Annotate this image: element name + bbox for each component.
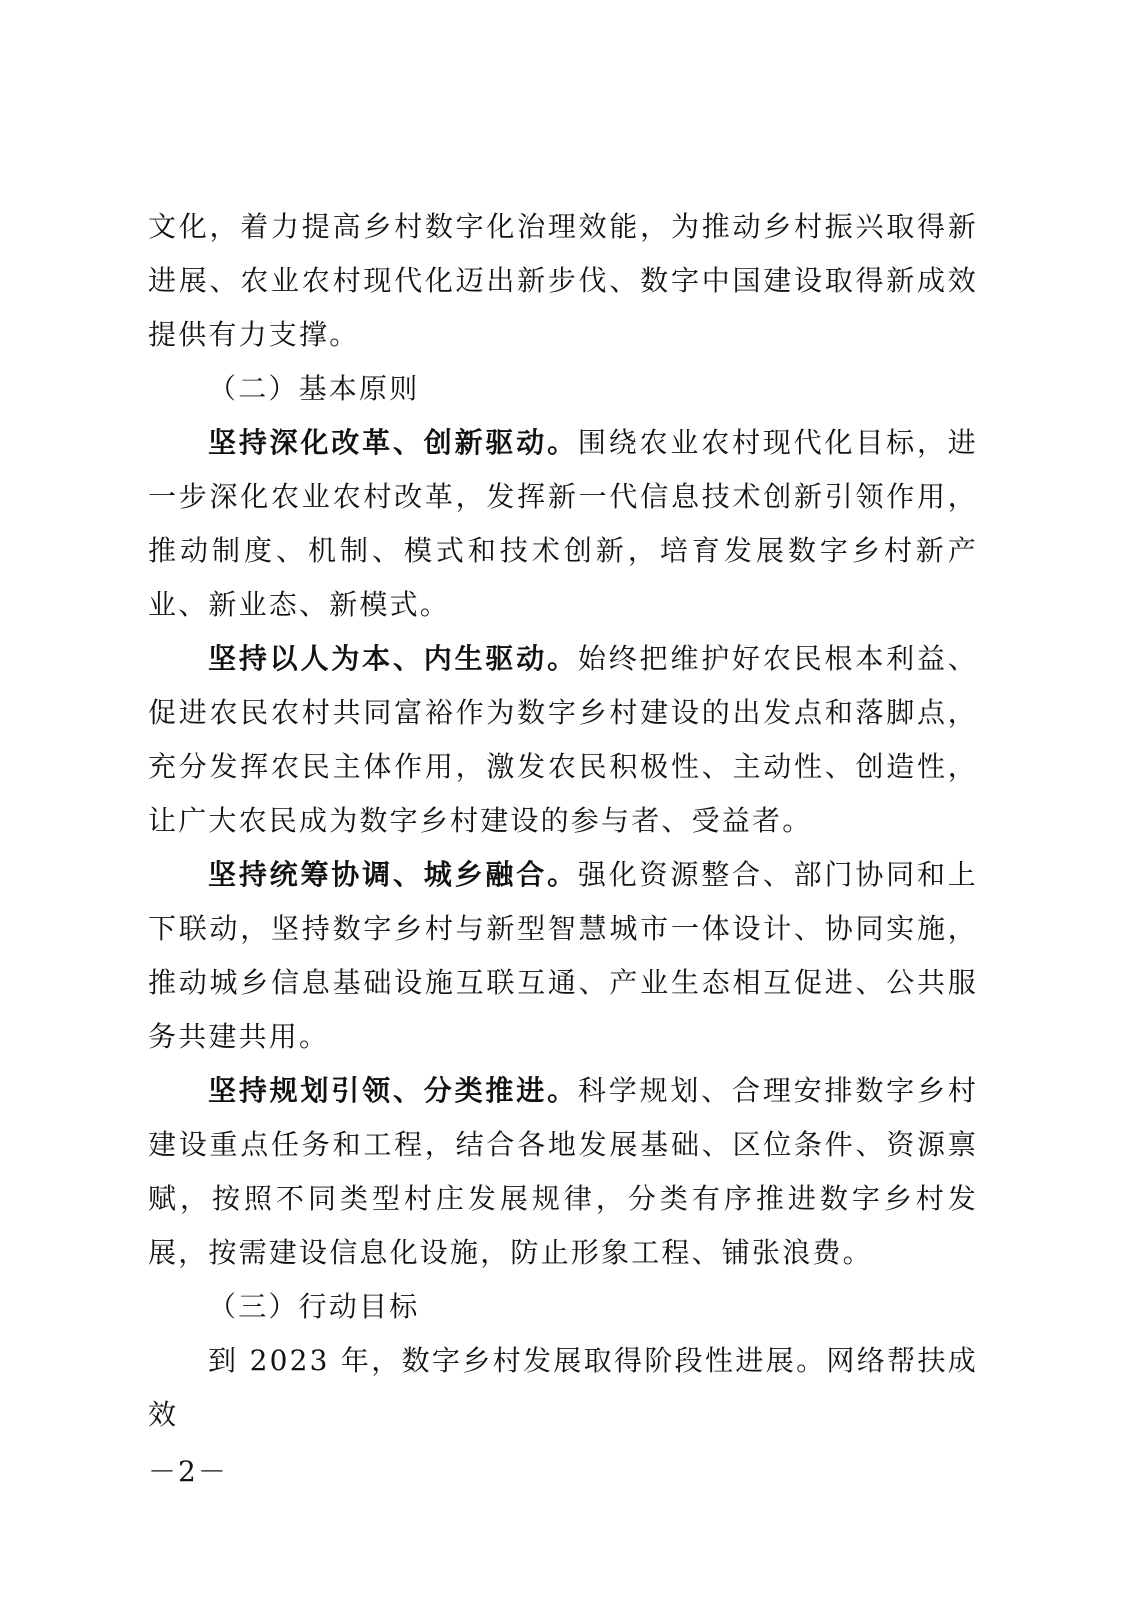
paragraph-goals-2023 — [148, 1334, 978, 1442]
heading-text: （三）行动目标 — [208, 1290, 420, 1323]
principle-lead: 坚持统筹协调、城乡融合。 — [208, 858, 578, 891]
principle-coordination — [148, 848, 978, 1064]
paragraph-text: 文化，着力提高乡村数字化治理效能，为推动乡村振兴取得新进展、农业农村现代化迈出新步伐、数字中国建设取得新成效提供有力支撑。 — [148, 210, 978, 351]
section-heading-action-goals — [148, 1280, 978, 1334]
document-body — [148, 200, 978, 1442]
principle-text: 科学规划、合理安排数字乡村建设重点任务和工程，结合各地发展基础、区位条件、资源禀赋，按照不同类型村庄发展规律，分类有序推进数字乡村发展，按需建设信息化设施，防止形象工程、铺张浪费。 — [148, 1074, 979, 1269]
heading-text: （二）基本原则 — [208, 372, 420, 405]
principle-text: 强化资源整合、部门协同和上下联动，坚持数字乡村与新型智慧城市一体设计、协同实施，推动城乡信息基础设施互联互通、产业生态相互促进、公共服务共建共用。 — [148, 858, 979, 1053]
principle-lead: 坚持规划引领、分类推进。 — [208, 1074, 578, 1107]
principle-reform-innovation — [148, 416, 978, 632]
principle-text: 围绕农业农村现代化目标，进一步深化农业农村改革，发挥新一代信息技术创新引领作用，推动制度、机制、模式和技术创新，培育发展数字乡村新产业、新业态、新模式。 — [148, 426, 979, 621]
principle-text: 始终把维护好农民根本利益、促进农民农村共同富裕作为数字乡村建设的出发点和落脚点，充分发挥农民主体作用，激发农民积极性、主动性、创造性，让广大农民成为数字乡村建设的参与者、受益者。 — [148, 642, 979, 837]
principle-people-oriented — [148, 632, 978, 848]
principle-lead: 坚持以人为本、内生驱动。 — [208, 642, 578, 675]
page-number: －2－ — [148, 1455, 228, 1488]
paragraph-text: 到 2023 年，数字乡村发展取得阶段性进展。网络帮扶成效 — [148, 1344, 978, 1431]
paragraph-continuation — [148, 200, 978, 362]
principle-lead: 坚持深化改革、创新驱动。 — [208, 426, 578, 459]
principle-planning — [148, 1064, 978, 1280]
section-heading-basic-principles — [148, 362, 978, 416]
